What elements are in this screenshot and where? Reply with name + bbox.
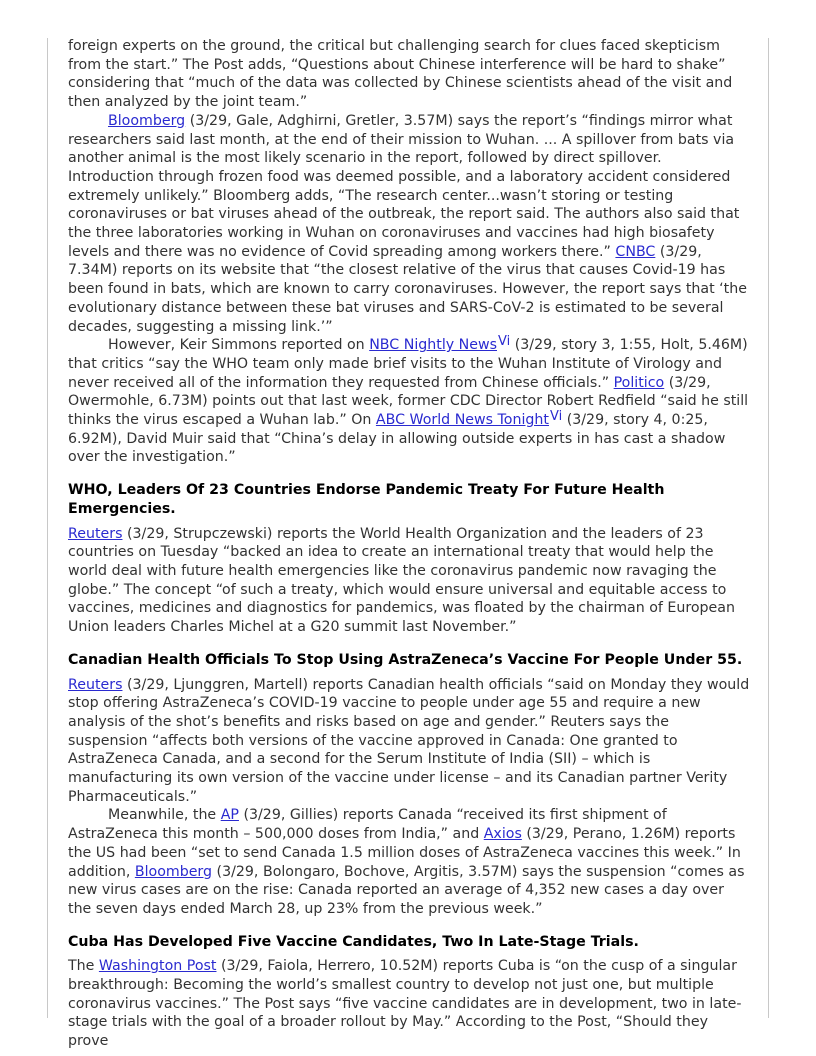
paragraph <box>68 957 750 1051</box>
story-headline: Cuba Has Developed Five Vaccine Candidates, Two In Late-Stage Trials. <box>68 933 639 950</box>
story-headline: WHO, Leaders Of 23 Countries Endorse Pandemic Treaty For Future Health Emergencies. <box>68 482 665 517</box>
story-headline: Canadian Health Officials To Stop Using AstraZeneca’s Vaccine For People Under 55. <box>68 651 743 668</box>
source-link-reuters[interactable]: Reuters <box>68 525 123 542</box>
source-link-reuters[interactable]: Reuters <box>68 676 123 693</box>
paragraph-text: (3/29, Bolongaro, Bochove, Argitis, 3.57M) says the suspension “comes as new virus cases are on the rise: Canada reported an average of 4,352 new cases a day over the seven days ended March 28, up 23% from the previous week.” <box>68 863 745 917</box>
page-border-left <box>47 38 48 1018</box>
paragraph-text: The <box>68 958 99 975</box>
paragraph-text: (3/29, Gale, Adghirni, Gretler, 3.57M) says the report’s “findings mirror what researchers said last month, at the end of their mission to Wuhan. ... A spillover from bats via another animal is the most likely scenario in the report, followed by direct spillover. Introduction through frozen food was deemed possible, and a laboratory accident considered extremely unlikely.” Bloomberg adds, “The research center...wasn’t storing or testing coronaviruses or bat viruses ahead of the outbreak, the report said. The authors also said that the three laboratories working in Wuhan on coronaviruses and vaccines had high biosafety levels and there was no evidence of Covid spreading among workers there.” <box>68 112 740 260</box>
paragraph <box>68 112 750 336</box>
paragraph-text: (3/29, story 4, 0:25, 6.92M), David Muir said that “China’s delay in allowing outside experts in has cast a shadow over the investigation.” <box>68 412 726 466</box>
paragraph-text: (3/29, Perano, 1.26M) reports the US had been “set to send Canada 1.5 million doses of AstraZeneca vaccines this week.” In addition, <box>68 826 741 880</box>
paragraph: foreign experts on the ground, the critical but challenging search for clues faced skepticism from the start.” The Post adds, “Questions about Chinese interference will be hard to shake” considering that “much of the data was collected by Chinese scientists ahead of the visit and then analyzed by the joint team.” <box>68 38 733 111</box>
source-link-abc-world-news-tonight[interactable]: ABC World News Tonight <box>375 412 549 429</box>
paragraph-text: (3/29, 7.34M) reports on its website that “the closest relative of the virus that causes Covid-19 has been found in bats, which are known to carry coronaviruses. However, the report says that ‘the evolutionary distance between these bat viruses and SARS-CoV-2 is estimated to be several decades, suggesting a missing link.’” <box>68 243 747 335</box>
paragraph-text: (3/29, Faiola, Herrero, 10.52M) reports Cuba is “on the cusp of a singular breakthrough: Becoming the world’s smallest country to develop not just one, but multiple coronavirus vaccines.” The Post says “five vaccine candidates are in development, two in late-stage trials with the goal of a broader rollout by May.” According to the Post, “Should they prove <box>68 958 742 1050</box>
video-indicator[interactable]: Vi <box>498 334 511 350</box>
source-link-cnbc[interactable]: CNBC <box>615 243 656 260</box>
paragraph <box>68 336 750 467</box>
paragraph-text: However, Keir Simmons reported on <box>108 337 370 354</box>
paragraph <box>68 676 750 807</box>
page-border-right <box>768 38 769 1018</box>
paragraph <box>68 525 750 637</box>
paragraph-text: (3/29, Owermohle, 6.73M) points out that last week, former CDC Director Robert Redfield “said he still thinks the virus escaped a Wuhan lab.” On <box>68 374 749 429</box>
source-link-politico[interactable]: Politico <box>613 374 665 391</box>
paragraph-text: (3/29, story 3, 1:55, Holt, 5.46M) that critics “say the WHO team only made brief visits to the Wuhan Institute of Virology and never received all of the information they requested from Chinese officials.” <box>68 337 748 391</box>
source-link-nbc-nightly-news[interactable]: NBC Nightly News <box>369 337 497 354</box>
paragraph-text: (3/29, Strupczewski) reports the World Health Organization and the leaders of 23 countries on Tuesday “backed an idea to create an international treaty that would help the world deal with future health emergencies like the coronavirus pandemic now ravaging the globe.” The concept “of such a treaty, which would ensure universal and equitable access to vaccines, medicines and diagnostics for pandemics, was floated by the chairman of European Union leaders Charles Michel at a G20 summit last November.” <box>68 525 735 636</box>
document-body <box>68 37 750 1051</box>
video-indicator[interactable]: Vi <box>549 409 563 425</box>
paragraph <box>68 806 750 918</box>
paragraph-text: Meanwhile, the <box>108 807 221 824</box>
source-link-ap[interactable]: AP <box>220 807 239 824</box>
paragraph-text: (3/29, Gillies) reports Canada “received its first shipment of AstraZeneca this month – 500,000 doses from India,” and <box>68 807 667 843</box>
paragraph-text: (3/29, Ljunggren, Martell) reports Canadian health officials “said on Monday they would stop offering AstraZeneca’s COVID-19 vaccine to people under age 55 and require a new analysis of the shot’s benefits and risks based on age and gender.” Reuters says the suspension “affects both versions of the vaccine approved in Canada: One granted to AstraZeneca Canada, and a second for the Serum Institute of India (SII) – which is manufacturing its own version of the vaccine under license – and its Canadian partner Verity Pharmaceuticals.” <box>68 676 750 805</box>
source-link-washington-post[interactable]: Washington Post <box>98 958 217 975</box>
source-link-bloomberg[interactable]: Bloomberg <box>108 112 186 129</box>
source-link-axios[interactable]: Axios <box>483 826 522 843</box>
source-link-bloomberg[interactable]: Bloomberg <box>134 863 213 880</box>
